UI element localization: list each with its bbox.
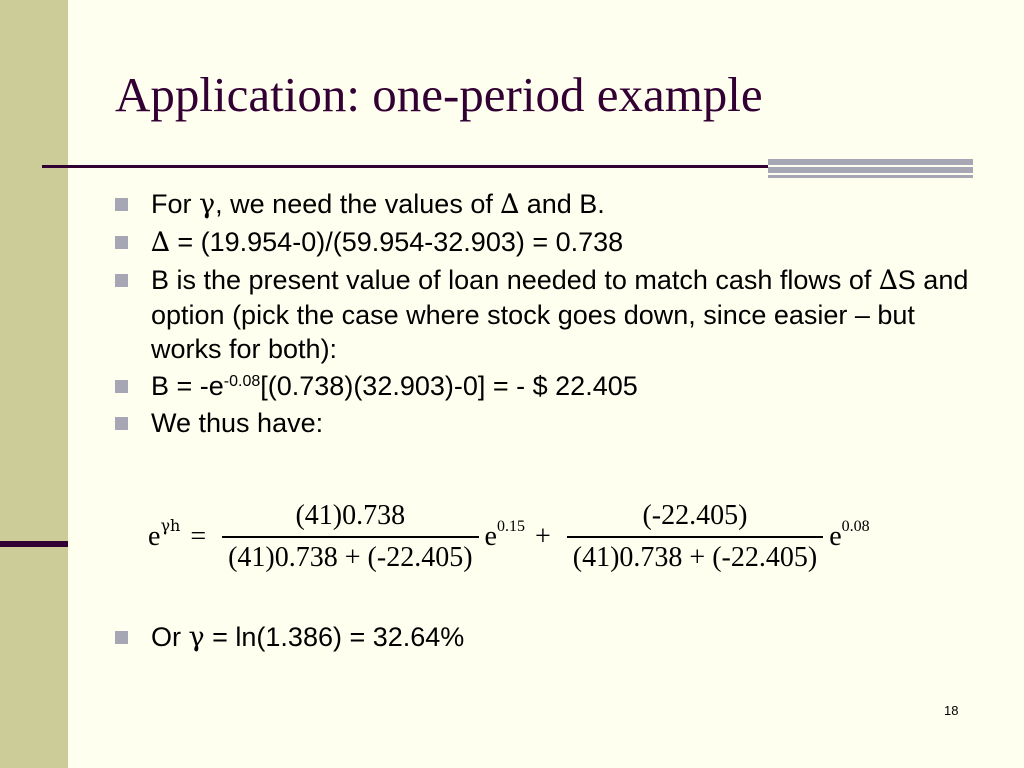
bullet-text: = ln(1.386) = 32.64% (204, 622, 465, 652)
bullet-item-gamma-result (115, 620, 464, 655)
bullet-text: , we need the values of (215, 189, 501, 219)
fraction-2 (567, 500, 823, 574)
slide-title: Application: one-period example (115, 67, 763, 122)
bullet-list (115, 187, 975, 443)
bullet-text: = (19.954-0)/(59.954-32.903) = 0.738 (169, 227, 624, 257)
bullet-item-b-value (115, 369, 975, 403)
square-bullet-icon (115, 380, 128, 393)
bullet-item-we-have (115, 406, 975, 440)
exponential-term-1: $e^{0.15}$ (484, 518, 525, 552)
fraction-numerator: (-22.405) (642, 500, 748, 531)
fraction-1 (222, 500, 478, 574)
equation (148, 500, 870, 574)
equals-sign: = (190, 521, 207, 552)
exponent: 0.08 (841, 518, 870, 535)
delta-symbol: ∆ (151, 227, 170, 258)
bullet-text: and B. (519, 189, 605, 219)
page-number: 18 (944, 703, 959, 718)
equation-lhs: $e^{\gamma h}$ (148, 516, 181, 552)
fraction-numerator: (41)0.738 (295, 500, 406, 531)
bullet-text: [(0.738)(32.903)-0] = - $ 22.405 (260, 371, 638, 401)
square-bullet-icon (115, 274, 128, 287)
bullet-item-delta-value (115, 225, 975, 260)
plus-sign: + (534, 521, 551, 552)
bullet-text: B is the present value of loan needed to match cash flows of (151, 265, 879, 295)
bullet-item-need-values (115, 187, 975, 222)
square-bullet-icon (115, 236, 128, 249)
square-bullet-icon (115, 417, 128, 430)
fraction-denominator: (41)0.738 + (-22.405) (222, 536, 478, 574)
left-decorative-band (0, 0, 68, 768)
exponential-term-2: $e^{0.08}$ (829, 518, 870, 552)
square-bullet-icon (115, 631, 128, 644)
gamma-symbol: γ (199, 189, 216, 220)
delta-symbol: ∆ (878, 265, 898, 296)
bullet-text: Or (151, 622, 189, 652)
gamma-symbol: γ (188, 622, 205, 653)
fraction-denominator: (41)0.738 + (-22.405) (567, 536, 823, 574)
bullet-text: We thus have: (151, 408, 324, 438)
exponent: -0.08 (223, 373, 261, 390)
exponent: γh (160, 516, 181, 535)
exponent: 0.15 (496, 518, 525, 535)
title-rule-accent (768, 159, 973, 178)
bullet-item-b-definition (115, 263, 975, 366)
bullet-text: For (151, 189, 200, 219)
bullet-text: S and option (pick the case where stock goes down, since easier – but works for both): (151, 265, 969, 364)
bullet-text: B = -e (151, 371, 224, 401)
delta-symbol: ∆ (500, 189, 520, 220)
left-accent-bar (0, 541, 68, 547)
square-bullet-icon (115, 198, 128, 211)
